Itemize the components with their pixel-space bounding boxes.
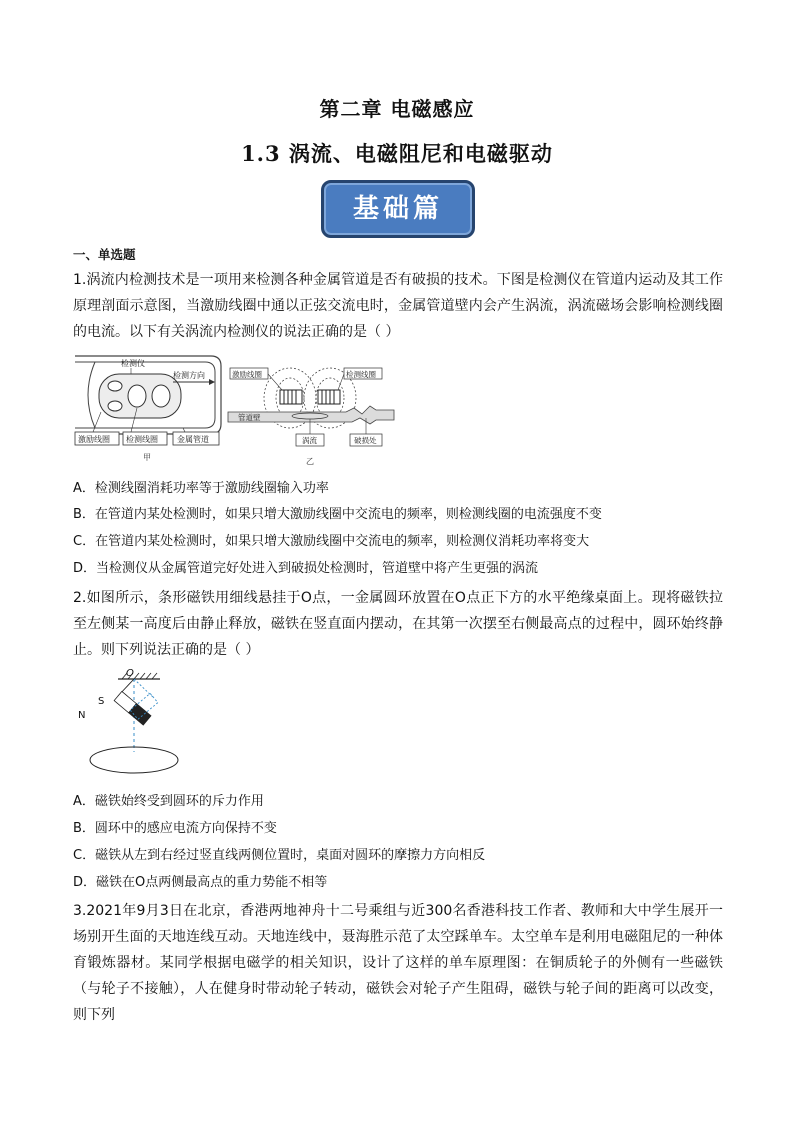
label-excite-coil-jia: 激励线圈 — [78, 435, 110, 444]
label-detect-coil-jia: 检测线圈 — [126, 435, 158, 444]
question-1-stem: 1.涡流内检测技术是一项用来检测各种金属管道是否有破损的技术。下图是检测仪在管道内运动及其工作原理剖面示意图，当激励线圈中通以正弦交流电时，金属管道壁内会产生涡流，涡流磁场会影响检测线圈的电流。以下有关涡流内检测仪的说法正确的是（ ） — [73, 272, 723, 340]
label-excite-coil-yi: 激励线圈 — [232, 370, 262, 379]
question-3-stem: 3.2021年9月3日在北京，香港两地神舟十二号乘组与近300名香港科技工作者、教师和大中学生展开一场别开生面的天地连线互动。天地连线中，聂海胜示范了太空踩单车。太空单车是利用电磁阻尼的一种体育锻炼器材。某同学根据电磁学的相关知识，设计了这样的单车原理图：在铜质轮子的外侧有一些磁铁（与轮子不接触），人在健身时带动轮子转动，磁铁会对轮子产生阻碍，磁铁与轮子间的距离可以改变，则下列 — [73, 903, 723, 1023]
question-2-option-b: B．圆环中的感应电流方向保持不变 — [73, 821, 277, 836]
figure-detector-in-pipe — [73, 352, 225, 464]
label-pole-s: S — [98, 696, 105, 707]
label-point-o: O — [126, 668, 134, 679]
question-2-option-a: A．磁铁始终受到圆环的斥力作用 — [73, 794, 264, 809]
section-heading: 一、单选题 — [73, 247, 136, 262]
caption-yi: 乙 — [306, 457, 314, 466]
label-damage: 破损处 — [354, 436, 377, 445]
label-pole-n: N — [78, 710, 86, 721]
label-pipe-wall: 管道壁 — [238, 413, 261, 422]
label-eddy: 涡流 — [302, 436, 317, 445]
lesson-title: 1.3 涡流、电磁阻尼和电磁驱动 — [241, 141, 553, 166]
question-2-option-c: C．磁铁从左到右经过竖直线两侧位置时，桌面对圆环的摩擦力方向相反 — [73, 848, 486, 863]
caption-jia: 甲 — [143, 453, 151, 462]
figure-magnet-pendulum — [74, 668, 194, 780]
question-1-option-a: A．检测线圈消耗功率等于激励线圈输入功率 — [73, 481, 329, 496]
question-1-option-b: B．在管道内某处检测时，如果只增大激励线圈中交流电的频率，则检测线圈的电流强度不变 — [73, 507, 602, 522]
question-2-stem: 2.如图所示，条形磁铁用细线悬挂于O点，一金属圆环放置在O点正下方的水平绝缘桌面上。现将磁铁拉至左侧某一高度后由静止释放，磁铁在竖直面内摆动，在其第一次摆至右侧最高点的过程中，圆环始终静止。则下列说法正确的是（ ） — [73, 590, 723, 658]
label-direction: 检测方向 — [173, 371, 205, 380]
label-pipe-jia: 金属管道 — [177, 435, 209, 444]
figure-eddy-principle — [226, 360, 398, 472]
question-1-option-d: D．当检测仪从金属管道完好处进入到破损处检测时，管道壁中将产生更强的涡流 — [73, 561, 539, 576]
label-detect-coil-yi: 检测线圈 — [346, 370, 376, 379]
level-badge: 基础篇 — [321, 180, 475, 238]
chapter-title: 第二章 电磁感应 — [319, 97, 475, 121]
question-1-option-c: C．在管道内某处检测时，如果只增大激励线圈中交流电的频率，则检测仪消耗功率将变大 — [73, 534, 590, 549]
question-2-option-d: D．磁铁在O点两侧最高点的重力势能不相等 — [73, 875, 328, 890]
label-detector: 检测仪 — [121, 359, 145, 368]
